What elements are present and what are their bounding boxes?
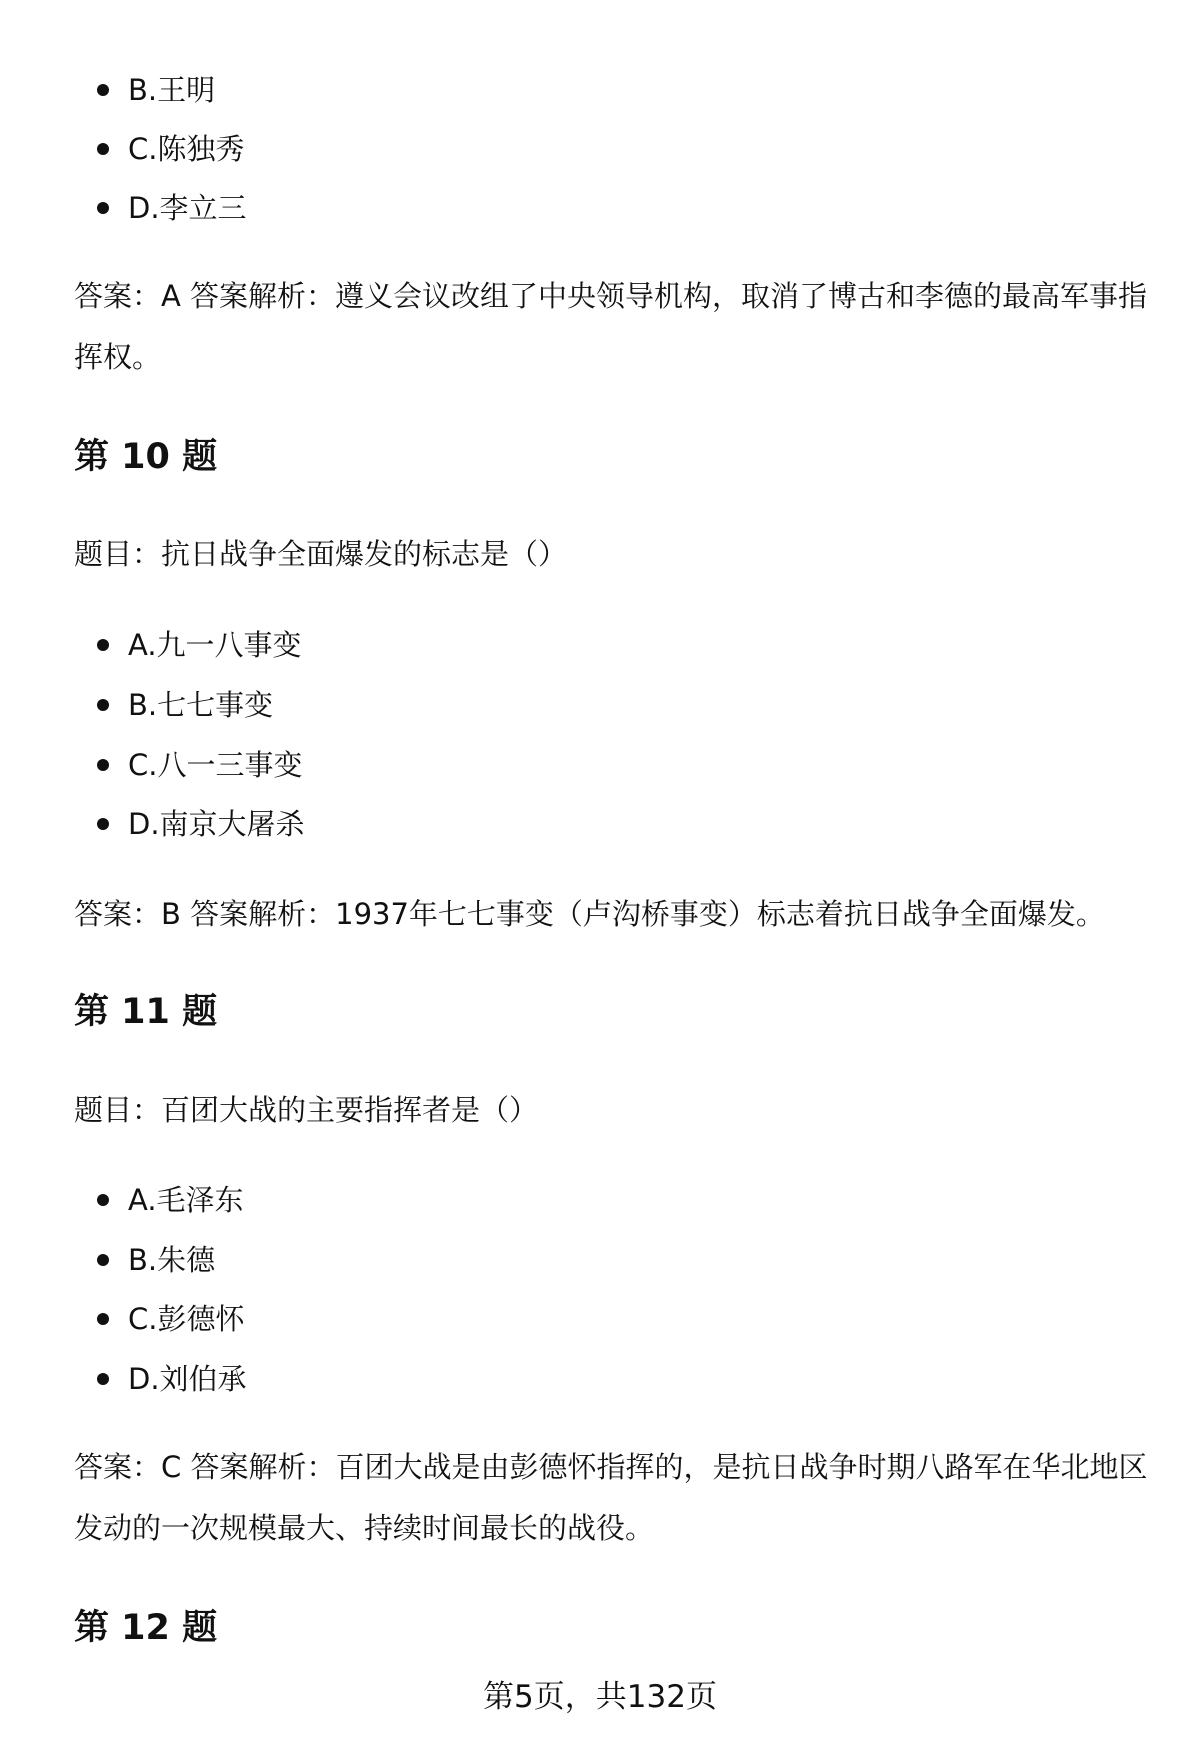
q9-option-b: B.王明	[128, 73, 216, 107]
q10-option-d: D.南京大屠杀	[128, 807, 305, 841]
bullet-icon	[97, 202, 109, 214]
q9-answer: 答案：A 答案解析：遵义会议改组了中央领导机构，取消了博古和李德的最高军事指挥权。	[74, 279, 1148, 374]
q11-heading: 第 11 题	[74, 992, 218, 1032]
q10-option-b: B.七七事变	[128, 688, 274, 722]
bullet-icon	[97, 639, 109, 651]
q10-heading: 第 10 题	[74, 437, 218, 477]
bullet-icon	[97, 1254, 109, 1266]
q11-option-d: D.刘伯承	[128, 1362, 247, 1396]
q11-answer: 答案：C 答案解析：百团大战是由彭德怀指挥的，是抗日战争时期八路军在华北地区发动的一次规模最大、持续时间最长的战役。	[74, 1450, 1148, 1545]
q9-option-d: D.李立三	[128, 191, 247, 225]
bullet-icon	[97, 699, 109, 711]
q11-option-a: A.毛泽东	[128, 1183, 244, 1217]
bullet-icon	[97, 818, 109, 830]
q10-question: 题目：抗日战争全面爆发的标志是（）	[74, 537, 568, 571]
page-number: 第5页，共132页	[483, 1679, 717, 1715]
bullet-icon	[97, 84, 109, 96]
q10-option-a: A.九一八事变	[128, 628, 302, 662]
q9-option-c: C.陈独秀	[128, 132, 245, 166]
bullet-icon	[97, 1373, 109, 1385]
bullet-icon	[97, 143, 109, 155]
q11-option-b: B.朱德	[128, 1243, 216, 1277]
q11-question: 题目：百团大战的主要指挥者是（）	[74, 1093, 539, 1127]
q12-heading: 第 12 题	[74, 1608, 218, 1648]
q11-option-c: C.彭德怀	[128, 1302, 245, 1336]
bullet-icon	[97, 1194, 109, 1206]
bullet-icon	[97, 759, 109, 771]
bullet-icon	[97, 1313, 109, 1325]
q10-option-c: C.八一三事变	[128, 748, 303, 782]
q10-answer: 答案：B 答案解析：1937年七七事变（卢沟桥事变）标志着抗日战争全面爆发。	[74, 897, 1105, 931]
